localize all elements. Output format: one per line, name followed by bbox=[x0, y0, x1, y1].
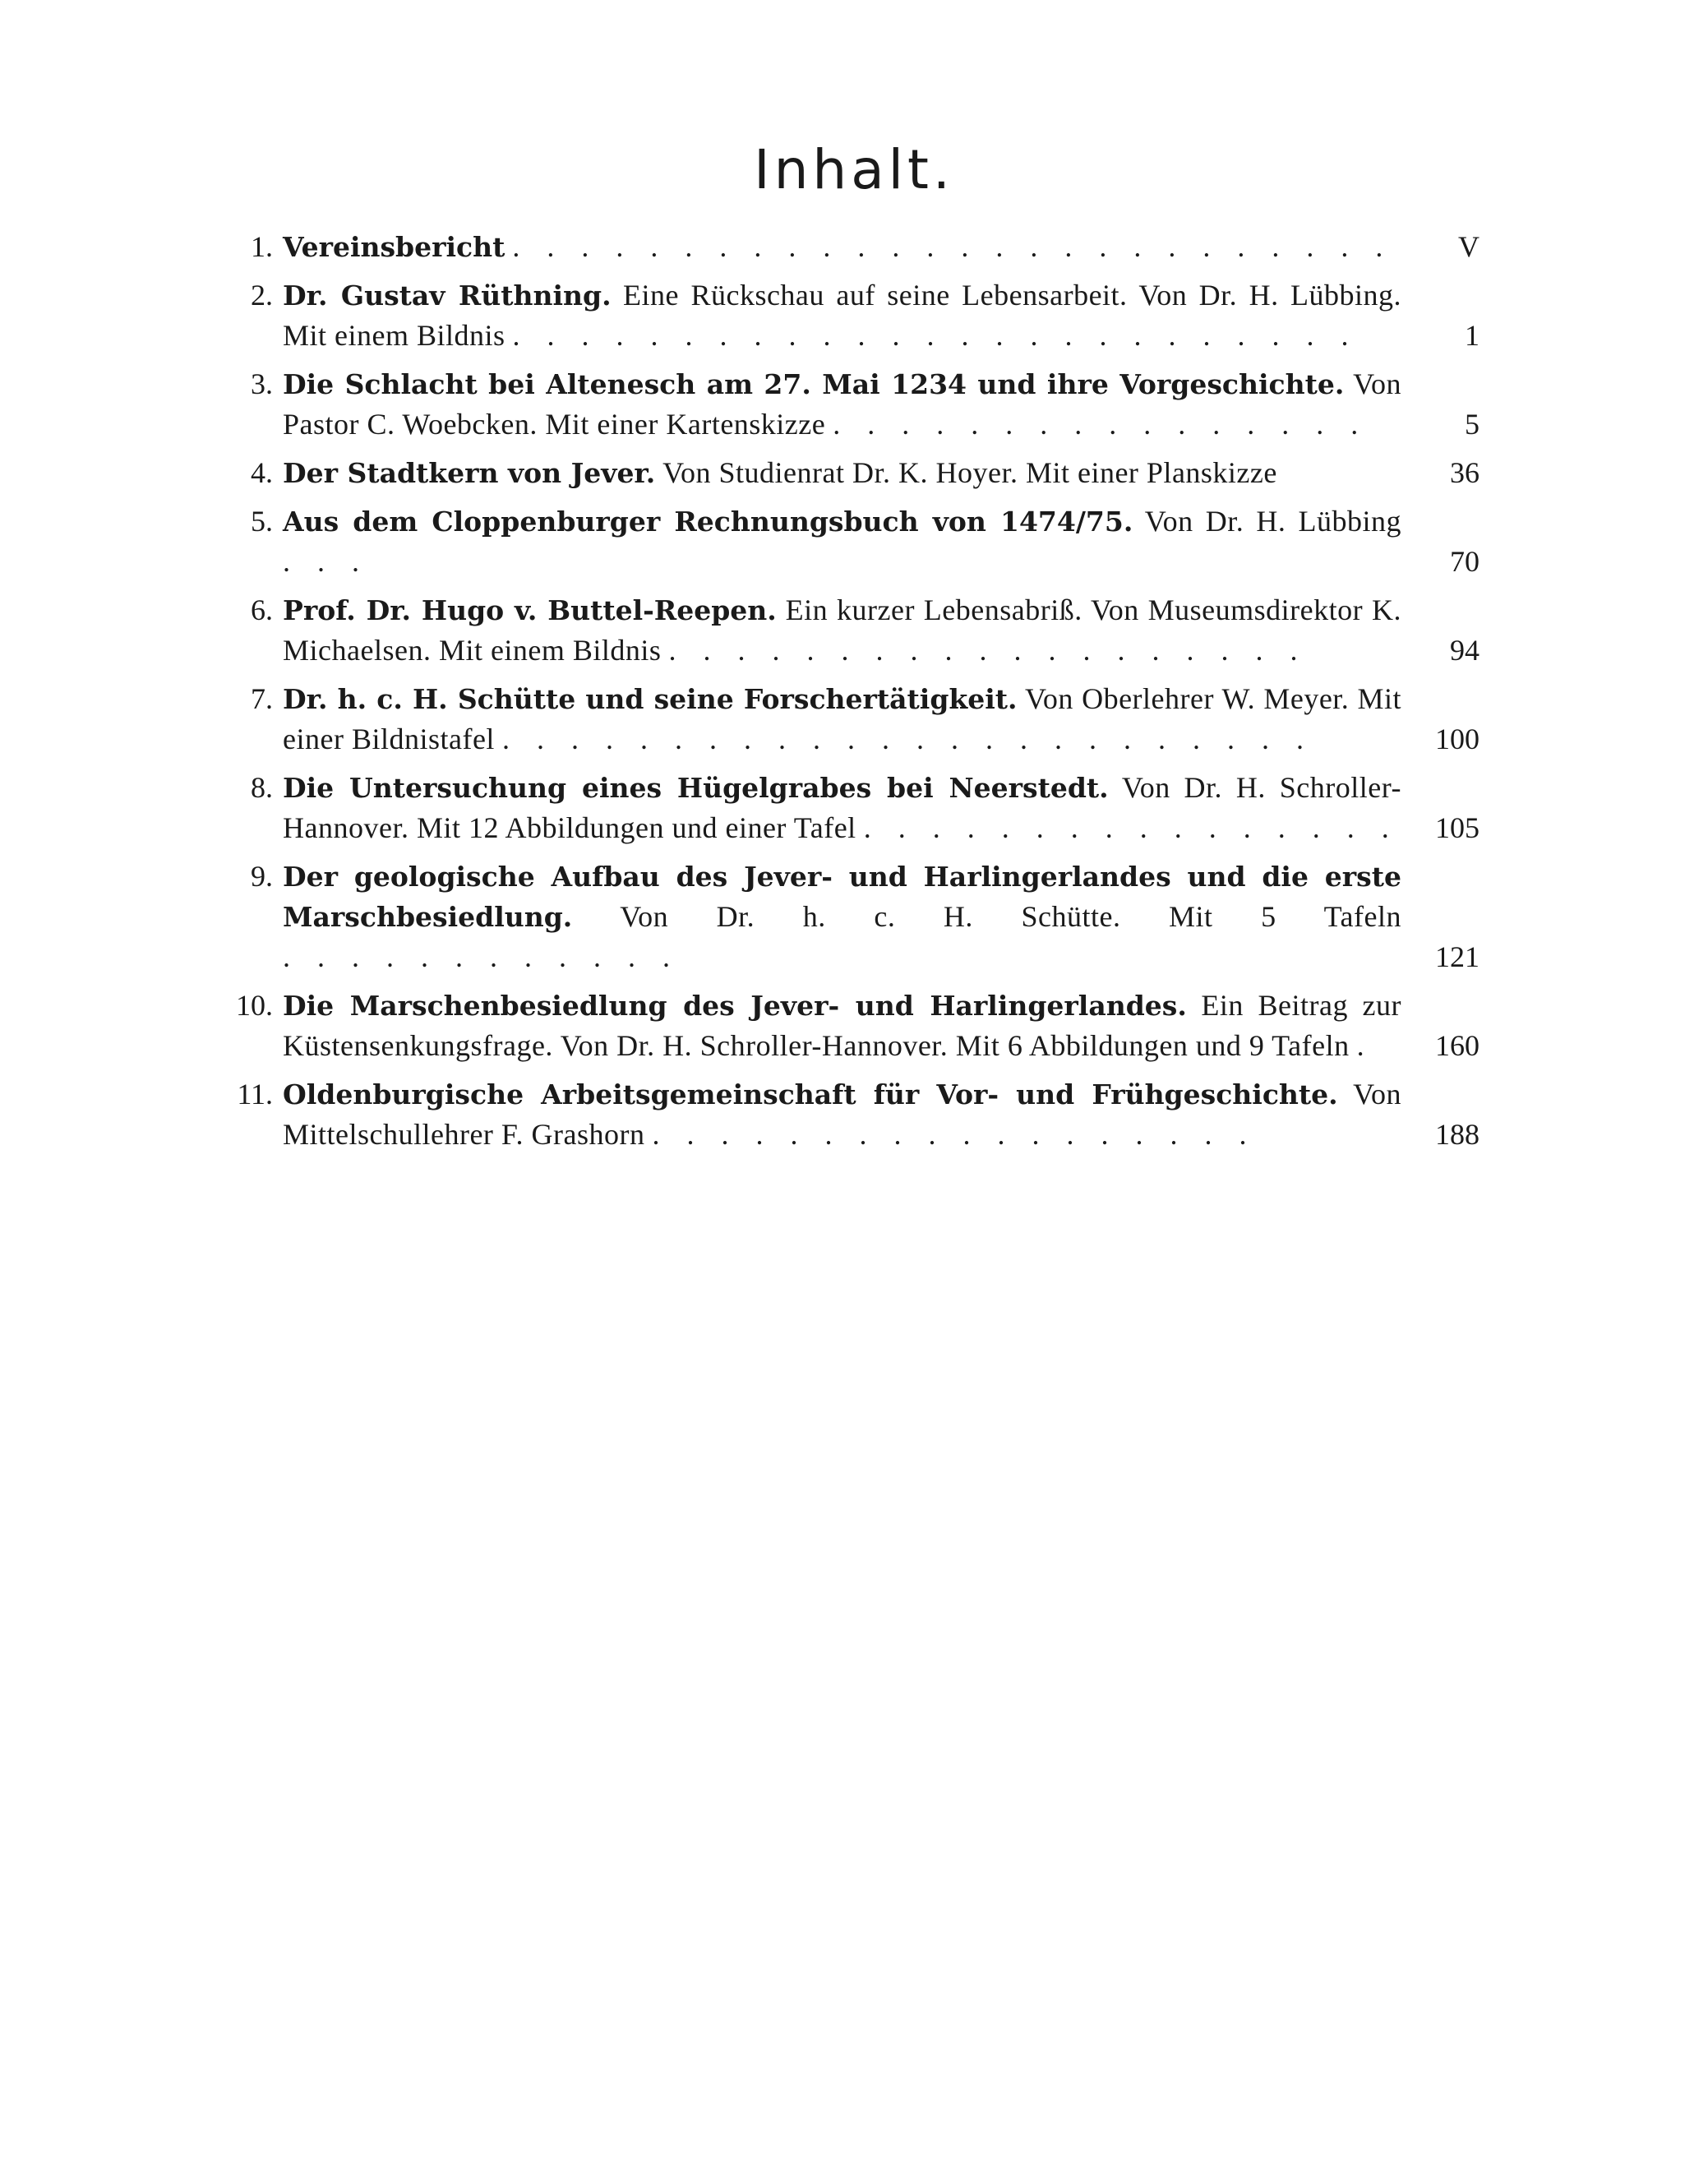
entry-text bbox=[283, 1074, 1479, 1155]
page-title: Inhalt. bbox=[754, 138, 954, 201]
leader-dots: . . . bbox=[283, 545, 369, 578]
leader-dots: . . . . . . . . . . . . . . . . . . . . . . . . bbox=[501, 723, 1313, 755]
entry-page-number: 36 bbox=[1450, 456, 1479, 489]
entry-description: Von Dr. H. Schroller-Hannover. Mit 12 Abbildungen und einer Tafel bbox=[283, 771, 1401, 844]
entry-title: Die Schlacht bei Altenesch am 27. Mai 1234 und ihre Vorgeschichte. bbox=[283, 368, 1345, 400]
toc-entry-9 bbox=[230, 857, 1479, 977]
toc-entry-8 bbox=[230, 768, 1479, 848]
table-of-contents bbox=[230, 227, 1479, 1163]
entry-number: 11. bbox=[237, 1078, 273, 1110]
entry-number: 6. bbox=[251, 593, 273, 626]
toc-entry-4 bbox=[230, 453, 1479, 493]
entry-number: 3. bbox=[251, 367, 273, 400]
entry-text bbox=[283, 227, 1479, 267]
entry-text bbox=[283, 453, 1479, 493]
entry-text bbox=[283, 590, 1479, 671]
entry-title: Prof. Dr. Hugo v. Buttel-Reepen. bbox=[283, 594, 777, 626]
leader-dots: . . . . . . . . . . . . . . . . . . . . . . . . . . bbox=[512, 230, 1393, 263]
toc-entry-5 bbox=[230, 501, 1479, 582]
entry-description: Eine Rückschau auf seine Lebensarbeit. Von Dr. H. Lübbing. Mit einem Bildnis bbox=[283, 279, 1402, 352]
entry-title: Aus dem Cloppenburger Rechnungsbuch von 1474/75. bbox=[283, 506, 1133, 538]
entry-number: 8. bbox=[251, 771, 273, 804]
entry-page-number: 94 bbox=[1450, 634, 1479, 667]
entry-title: Dr. Gustav Rüthning. bbox=[283, 279, 612, 312]
entry-page-number: 105 bbox=[1435, 811, 1479, 844]
entry-description: Von Mittelschullehrer F. Grashorn bbox=[283, 1078, 1401, 1151]
entry-title: Die Untersuchung eines Hügelgrabes bei Neerstedt. bbox=[283, 772, 1109, 804]
entry-description: Ein Beitrag zur Küstensenkungsfrage. Von Dr. H. Schroller-Hannover. Mit 6 Abbildungen und 9 Tafeln bbox=[283, 989, 1402, 1062]
entry-description: Von Dr. H. Lübbing bbox=[1133, 505, 1401, 538]
entry-page-number: 100 bbox=[1435, 723, 1479, 755]
entry-title: Der Stadtkern von Jever. bbox=[283, 457, 656, 489]
entry-text bbox=[283, 501, 1479, 582]
leader-dots: . . . . . . . . . . . . bbox=[283, 940, 680, 973]
toc-entry-3 bbox=[230, 364, 1479, 445]
entry-title: Vereinsbericht bbox=[283, 231, 505, 263]
entry-page-number: V bbox=[1458, 230, 1479, 263]
leader-dots: . . . . . . . . . . . . . . . . . . bbox=[652, 1118, 1257, 1151]
entry-number: 1. bbox=[251, 230, 273, 263]
entry-title: Die Marschenbesiedlung des Jever- und Harlingerlandes. bbox=[283, 990, 1187, 1022]
entry-number: 5. bbox=[251, 505, 273, 538]
toc-entry-10 bbox=[230, 986, 1479, 1066]
entry-title: Dr. h. c. H. Schütte und seine Forschertätigkeit. bbox=[283, 683, 1018, 715]
entry-text bbox=[283, 768, 1479, 848]
entry-text bbox=[283, 857, 1479, 977]
entry-page-number: 1 bbox=[1465, 319, 1479, 352]
leader-dots: . . . . . . . . . . . . . . . . bbox=[833, 408, 1369, 441]
toc-entry-6 bbox=[230, 590, 1479, 671]
entry-page-number: 121 bbox=[1435, 940, 1479, 973]
entry-page-number: 160 bbox=[1435, 1029, 1479, 1062]
leader-dots: . . . . . . . . . . . . . . . . . . . . . . . . . bbox=[512, 319, 1359, 352]
entry-number: 10. bbox=[236, 989, 273, 1022]
toc-entry-2 bbox=[230, 275, 1479, 356]
toc-entry-11 bbox=[230, 1074, 1479, 1155]
entry-description: Von Studienrat Dr. K. Hoyer. Mit einer Planskizze bbox=[655, 456, 1277, 489]
leader-dots: . . . . . . . . . . . . . . . . bbox=[863, 811, 1399, 844]
entry-title: Oldenburgische Arbeitsgemeinschaft für Vor- und Frühgeschichte. bbox=[283, 1078, 1338, 1110]
entry-text bbox=[283, 679, 1479, 760]
leader-dots: . . . . . . . . . . . . . . . . . . . bbox=[668, 634, 1308, 667]
toc-entry-1 bbox=[230, 227, 1479, 267]
entry-description: Von Dr. h. c. H. Schütte. Mit 5 Tafeln bbox=[572, 900, 1401, 933]
entry-description: Von Pastor C. Woebcken. Mit einer Kartenskizze bbox=[283, 367, 1401, 441]
entry-number: 7. bbox=[251, 682, 273, 715]
entry-number: 9. bbox=[251, 860, 273, 893]
entry-description: Ein kurzer Lebensabriß. Von Museumsdirektor K. Michaelsen. Mit einem Bildnis bbox=[283, 593, 1402, 667]
leader-dots: . bbox=[1356, 1029, 1374, 1062]
entry-number: 2. bbox=[251, 279, 273, 312]
entry-text bbox=[283, 275, 1479, 356]
entry-title: Der geologische Aufbau des Jever- und Harlingerlandes und die erste Marschbesiedlung. bbox=[283, 861, 1401, 933]
entry-description: Von Oberlehrer W. Meyer. Mit einer Bildnistafel bbox=[283, 682, 1401, 755]
entry-text bbox=[283, 364, 1479, 445]
toc-entry-7 bbox=[230, 679, 1479, 760]
entry-page-number: 188 bbox=[1435, 1118, 1479, 1151]
entry-text bbox=[283, 986, 1479, 1066]
entry-page-number: 70 bbox=[1450, 545, 1479, 578]
entry-number: 4. bbox=[251, 456, 273, 489]
entry-page-number: 5 bbox=[1465, 408, 1479, 441]
